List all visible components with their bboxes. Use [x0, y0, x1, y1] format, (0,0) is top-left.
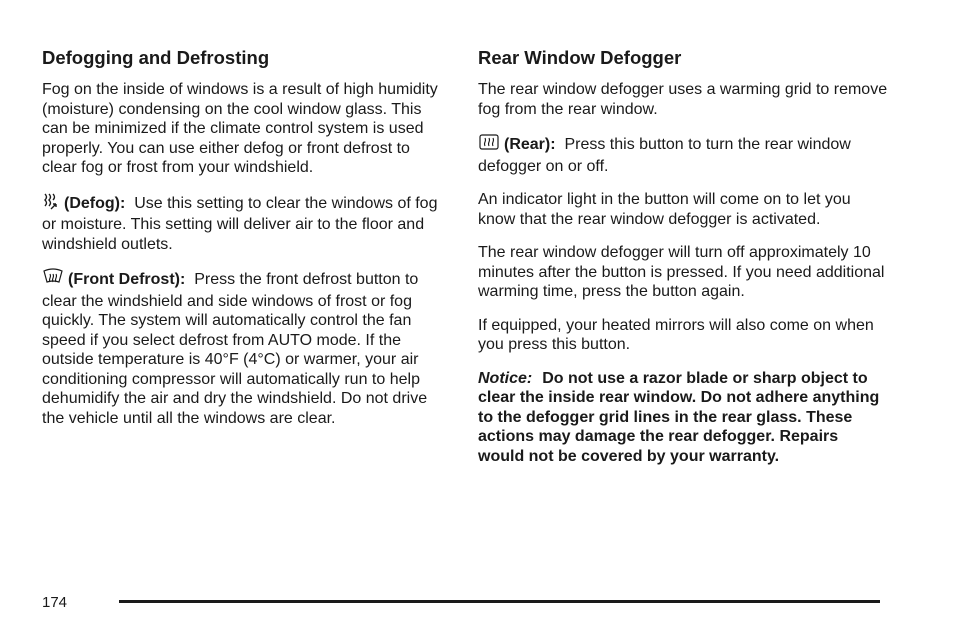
left-column [42, 46, 446, 442]
turn-off-paragraph: The rear window defogger will turn off approximately 10 minutes after the button is pressed. If you need additional warming time, press the button again. [478, 244, 885, 300]
defogging-intro: Fog on the inside of windows is a result of high humidity (moisture) condensing on the cool window glass. This can be minimized if the climate control system is used properly. You can use either defog or front defrost to clear fog or frost from your windshield. [42, 81, 438, 176]
notice-paragraph [478, 369, 888, 467]
page-number: 174 [42, 594, 68, 611]
rear-defogger-icon [478, 133, 500, 157]
right-column [478, 46, 888, 480]
defog-paragraph [42, 192, 446, 255]
indicator-paragraph: An indicator light in the button will come on to let you know that the rear window defogger is activated. [478, 191, 851, 228]
notice-label: Notice: [478, 369, 533, 387]
rear-text: Press this button to turn the rear window defogger on or off. [478, 136, 851, 175]
footer-rule [119, 600, 880, 603]
notice-text: Do not use a razor blade or sharp object to clear the inside rear window. Do not adhere anything to the defogger grid lines in the rear glass. These actions may damage the rear defogger. Repairs would not be covered by your warranty. [478, 369, 880, 465]
front-defrost-paragraph [42, 268, 446, 428]
section-heading-rear-window-defogger: Rear Window Defogger [478, 47, 682, 68]
front-defrost-label: (Front Defrost): [68, 271, 186, 288]
rear-label: (Rear): [504, 136, 556, 153]
rear-defogger-intro: The rear window defogger uses a warming grid to remove fog from the rear window. [478, 81, 888, 118]
defog-label: (Defog): [64, 194, 126, 212]
defog-icon [42, 192, 60, 216]
front-defrost-icon [42, 268, 64, 292]
defog-text: Use this setting to clear the windows of fog or moisture. This setting will deliver air to the floor and windshield outlets. [42, 194, 438, 253]
rear-paragraph [478, 133, 888, 176]
section-heading-defogging: Defogging and Defrosting [42, 47, 270, 68]
heated-mirrors-paragraph: If equipped, your heated mirrors will also come on when you press this button. [478, 316, 874, 353]
front-defrost-text: Press the front defrost button to clear the windshield and side windows of frost or fog quickly. The system will automatically control the fan speed if you select defrost from AUTO mode. If the outside temperature is 40°F (4°C) or warmer, your air conditioning compressor will automatically run to help dehumidify the air and dry the windshield. Do not drive the vehicle until all the windows are clear. [42, 271, 428, 427]
